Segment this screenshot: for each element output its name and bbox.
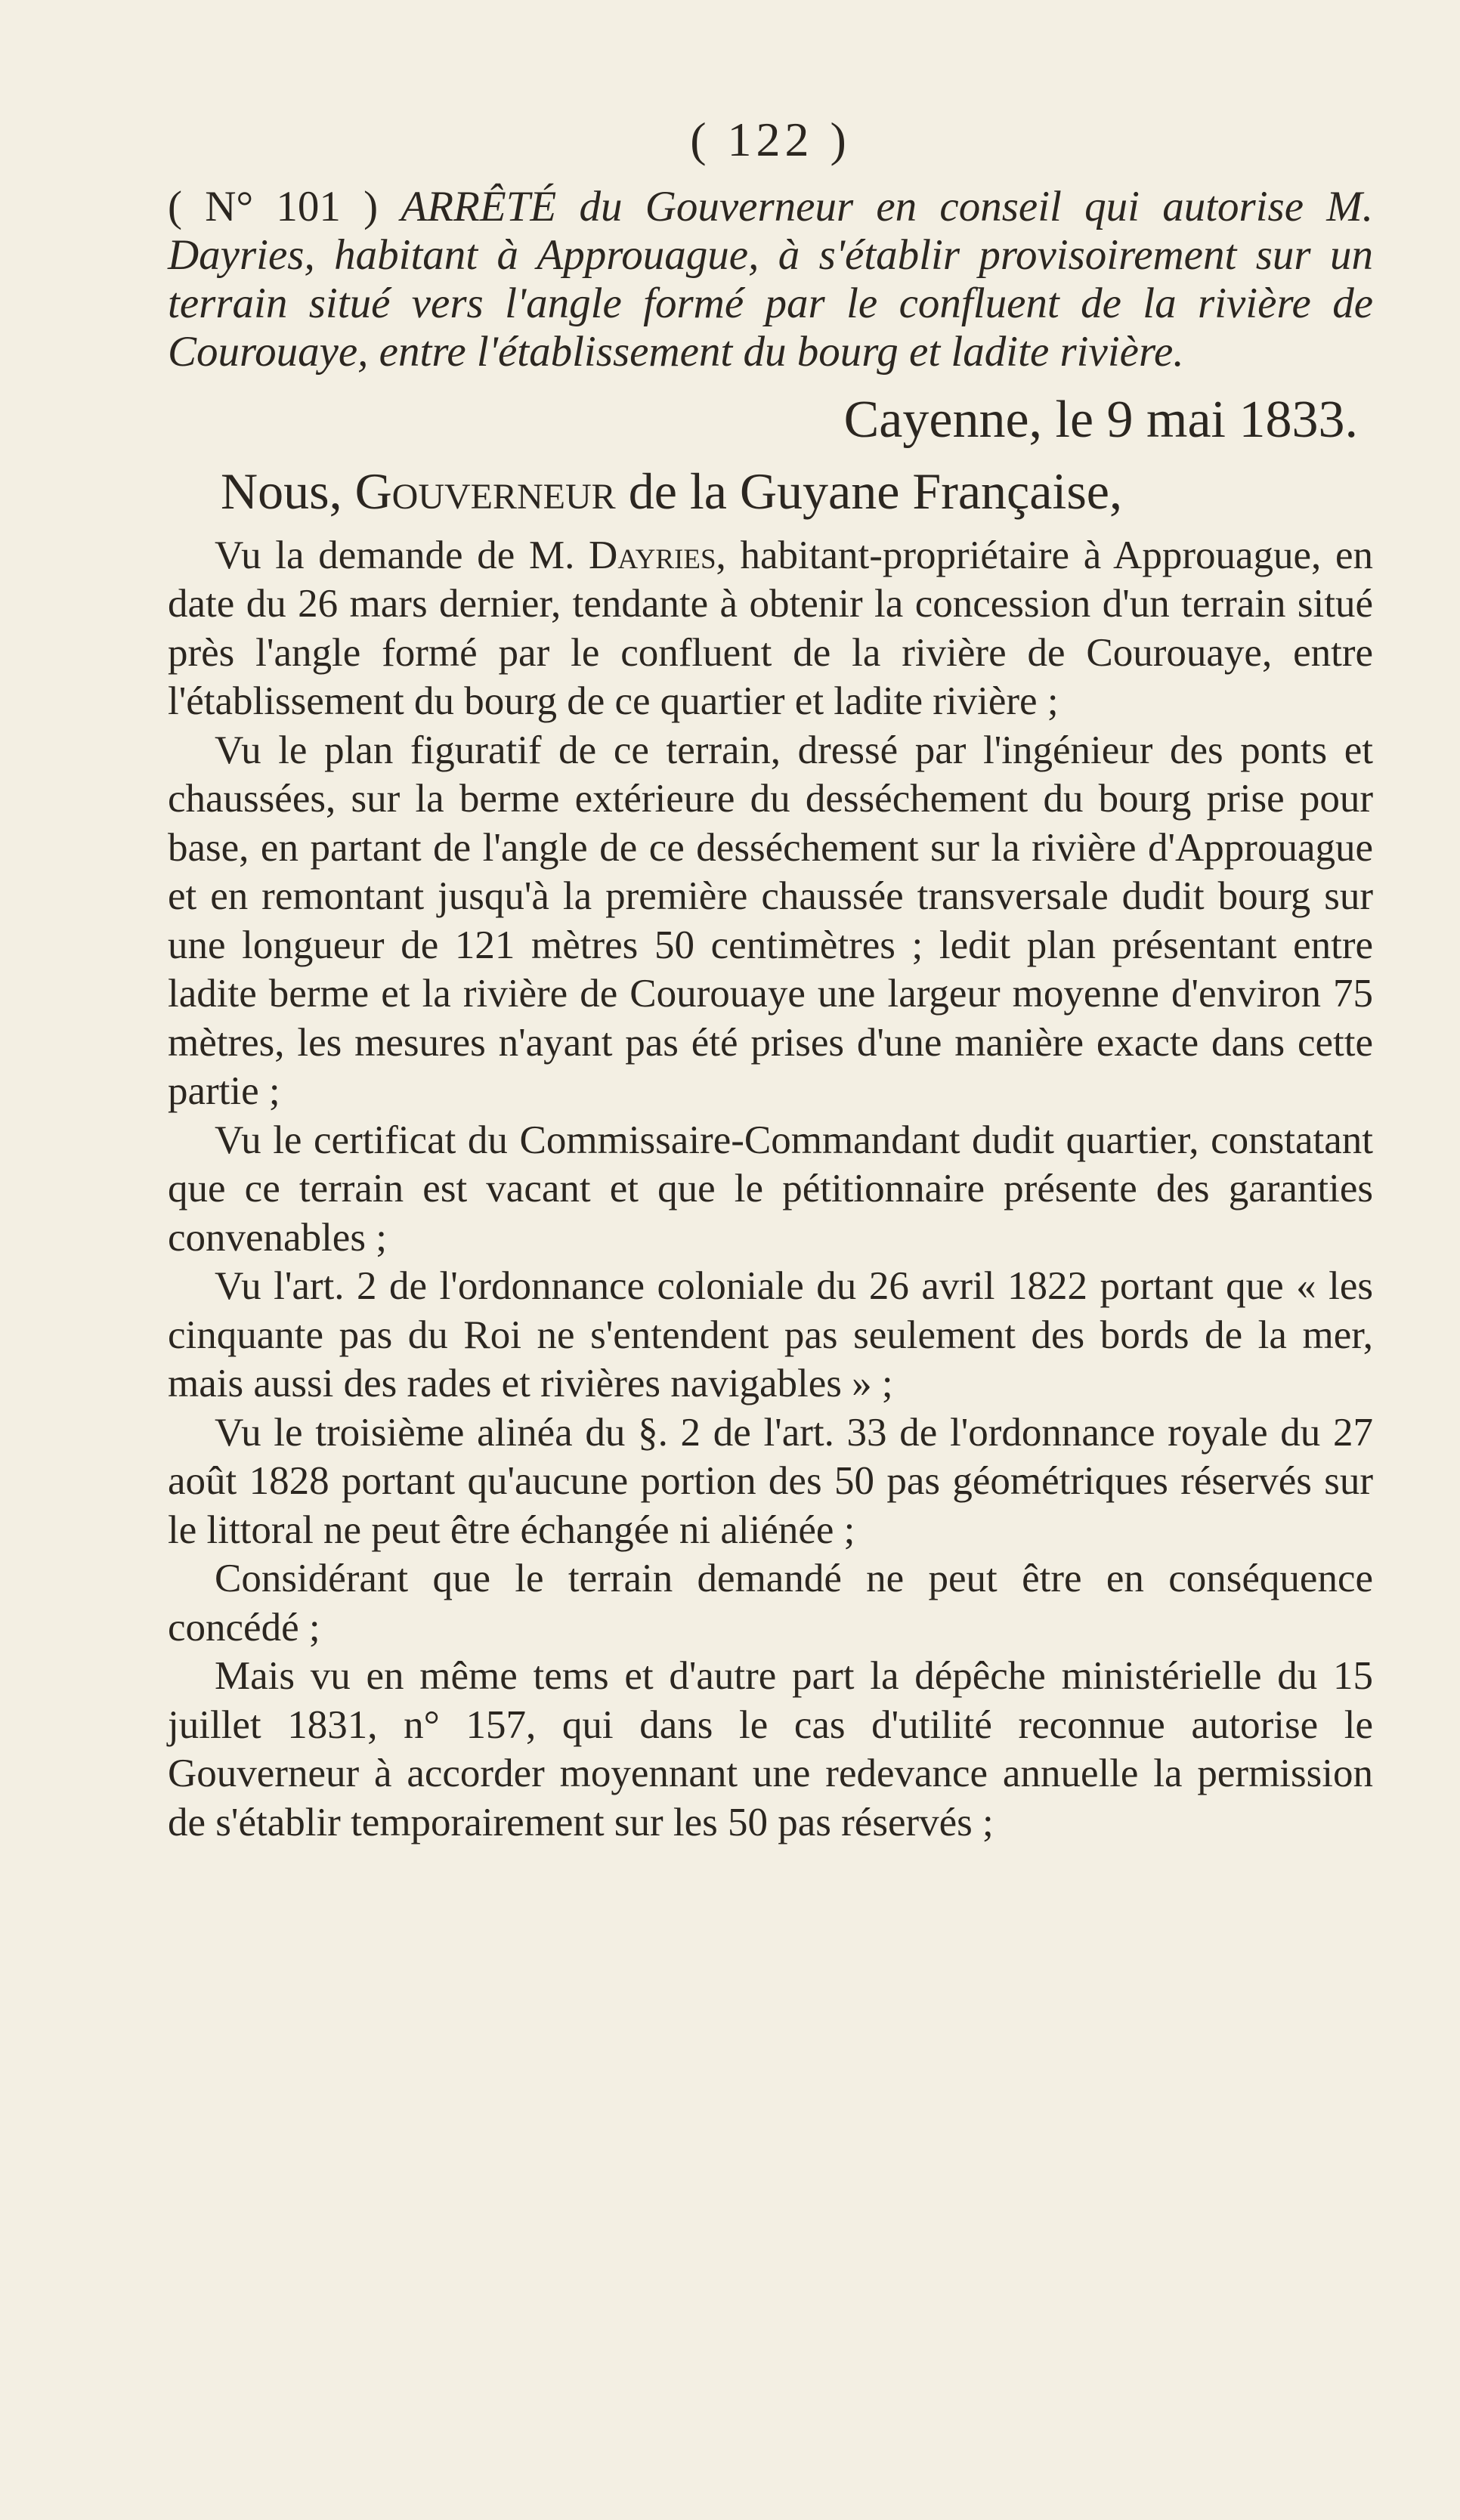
paragraph-depeche: Mais vu en même tems et d'autre part la dépêche ministérielle du 15 juillet 1831, n° 157, qui dans le cas d'utilité reconnue autorise le Gouverneur à accorder moyennant une redevance annuelle la permission de s'établir temporairement sur les 50 pas réservés ; (168, 1654, 1373, 1844)
paragraph-demande-after: , habitant-propriétaire à Approuague, en date du 26 mars dernier, tendante à obtenir la concession d'un terrain situé près l'angle formé par le confluent de la rivière de Courouaye, entre l'établissement du bourg de ce quartier et ladite rivière ; (168, 533, 1374, 724)
text-block (168, 113, 1373, 1847)
paragraph-certificat: Vu le certificat du Commissaire-Commandant dudit quartier, constatant que ce terrain est vacant et que le pétitionnaire présente des garanties convenables ; (168, 1118, 1373, 1260)
place-date: Cayenne, le 9 mai 1833. (843, 391, 1358, 450)
authority-prefix: Nous, (221, 462, 342, 520)
paragraph-ordonnance-coloniale: Vu l'art. 2 de l'ordonnance coloniale du 26 avril 1822 portant que « les cinquante pas du Roi ne s'entendent pas seulement des bords de la mer, mais aussi des rades et rivières navigables » ; (168, 1264, 1373, 1406)
decree-heading (168, 183, 1373, 376)
paragraph-plan: Vu le plan figuratif de ce terrain, dressé par l'ingénieur des ponts et chaussées, sur la berme extérieure du desséchement du bourg prise pour base, en partant de l'angle de ce desséchement sur la rivière d'Approuague et en remontant jusqu'à la première chaussée transversale dudit bourg sur une longueur de 121 mètres 50 centimètres ; ledit plan présentant entre ladite berme et la rivière de Courouaye une largeur moyenne d'environ 75 mètres, les mesures n'ayant pas été prises d'une manière exacte dans cette partie ; (168, 728, 1373, 1114)
decree-number: ( N° 101 ) (168, 183, 379, 231)
paragraph-demande (168, 531, 1373, 726)
authority-suffix: de la Guyane Française, (628, 462, 1122, 520)
authority-title: Gouverneur (354, 462, 616, 520)
paragraph-ordonnance-royale: Vu le troisième alinéa du §. 2 de l'art. 33 de l'ordonnance royale du 27 août 1828 portant qu'aucune portion des 50 pas géométriques réservés sur le littoral ne peut être échangée ni aliénée ; (168, 1410, 1373, 1552)
decree-title: ARRÊTÉ du Gouverneur en conseil qui autorise M. Dayries, habitant à Approuague, à s'établir provisoirement sur un terrain situé vers l'angle formé par le confluent de la rivière de Courouaye, entre l'établissement du bourg et ladite rivière. (168, 183, 1374, 376)
paragraph-considerant: Considérant que le terrain demandé ne peut être en conséquence concédé ; (168, 1557, 1373, 1650)
petitioner-name: Dayries (589, 533, 716, 577)
paragraph-demande-before: Vu la demande de M. (215, 533, 575, 577)
page-number: ( 122 ) (690, 113, 851, 166)
authority-line (168, 459, 1373, 524)
